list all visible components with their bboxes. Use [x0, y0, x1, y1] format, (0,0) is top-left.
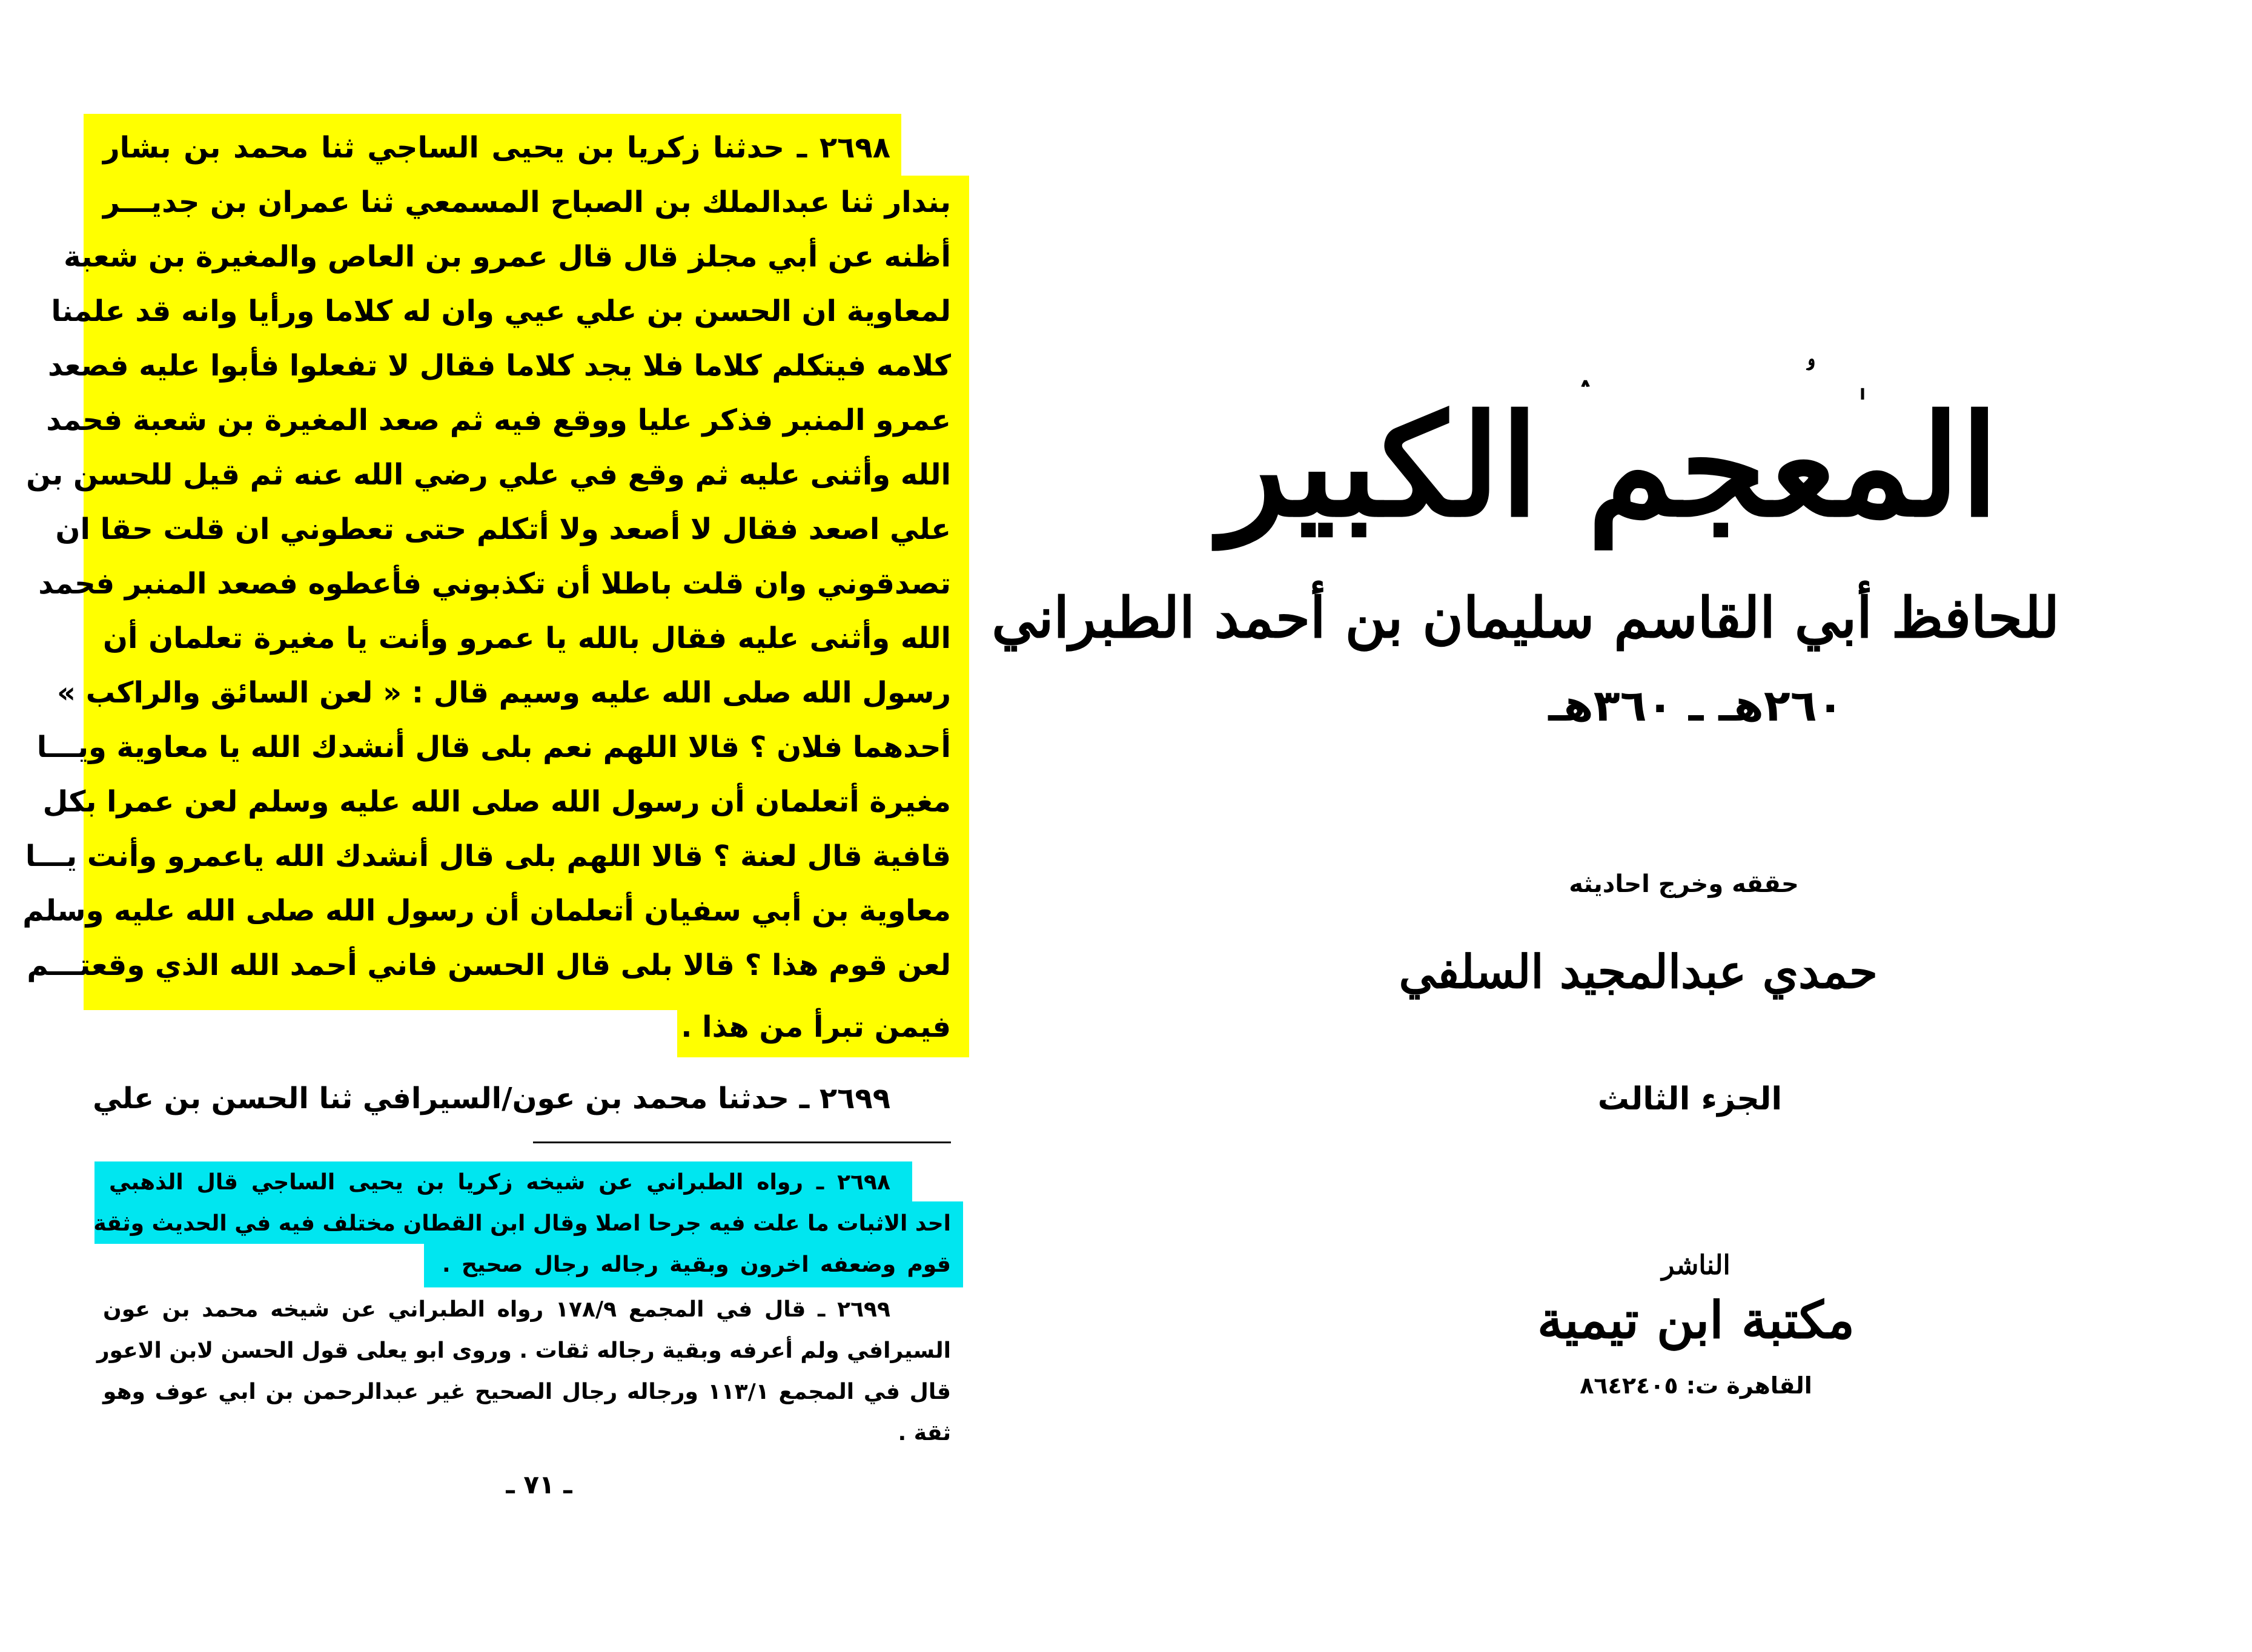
hadith-2698-line: بندار ثنا عبدالملك بن الصباح المسمعي ثنا عمران بن جديـــر — [103, 185, 951, 219]
footnote-2698-line: قوم وضعفه اخرون وبقية رجاله رجال صحيح . — [442, 1252, 951, 1277]
edited-by-label: حققه وخرج احاديثه — [1569, 870, 1799, 898]
hadith-2698-line: رسول الله صلى الله عليه وسيم قال : « لعن السائق والراكب » — [57, 676, 951, 710]
hadith-2698-line: أحدهما فلان ؟ قالا اللهم نعم بلى قال أنشدك الله يا معاوية ويـــا — [36, 730, 951, 764]
hadith-2698-line: ٢٦٩٨ ـ حدثنا زكريا بن يحيى الساجي ثنا محمد بن بشار — [103, 131, 890, 165]
hadith-2698-line: قافية قال لعنة ؟ قالا اللهم بلى قال أنشدك الله ياعمرو وأنت يـــا — [25, 839, 951, 873]
hadith-2698-line: الله وأثنى عليه فقال بالله يا عمرو وأنت يا مغيرة تعلمان أن — [103, 621, 951, 655]
title-ornament-1-icon: ۥ — [1805, 339, 1816, 389]
publisher-city: القاهرة ت: ٨٦٤٢٤٠٥ — [1580, 1372, 1812, 1399]
publisher-label: الناشر — [1661, 1250, 1730, 1281]
hadith-2698-line: لعن قوم هذا ؟ قالا بلى قال الحسن فاني أحمد الله الذي وقعتـــم — [27, 948, 951, 982]
hadith-2698-line: الله وأثنى عليه ثم وقع في علي رضي الله عنه ثم قيل للحسن بن — [26, 458, 951, 492]
hadith-2698-line: علي اصعد فقال لا أصعد ولا أتكلم حتى تعطوني ان قلت حقا ان — [55, 512, 951, 546]
hadith-2698-line: لمعاوية ان الحسن بن علي عيي وان له كلاما ورأيا وانه قد علمنا — [51, 294, 951, 328]
hadith-2698-line: مغيرة أتعلمان أن رسول الله صلى الله عليه وسلم لعن عمرا بكل — [42, 785, 951, 819]
footnote-2699-line: ٢٦٩٩ ـ قال في المجمع ١٧٨/٩ رواه الطبراني عن شيخه محمد بن عون — [103, 1297, 890, 1322]
footnote-2698-line: ٢٦٩٨ ـ رواه الطبراني عن شيخه زكريا بن يحيى الساجي قال الذهبي — [109, 1170, 890, 1195]
hadith-2699-line: ٢٦٩٩ ـ حدثنا محمد بن عون/السيرافي ثنا الحسن بن علي — [93, 1082, 890, 1115]
footnote-2699-line: السيرافي ولم أعرفه وبقية رجاله ثقات . وروى ابو يعلى قول الحسن لابن الاعور — [96, 1338, 951, 1363]
footnote-divider — [533, 1142, 951, 1143]
book-title: المعجم الكبير — [1219, 385, 1999, 548]
volume-label: الجزء الثالث — [1597, 1081, 1783, 1117]
author-dates: ٢٦٠هـ ـ ٣٦٠هـ — [1548, 680, 1844, 731]
footnote-2698-line: احد الاثبات ما علت فيه جرحا اصلا وقال ابن القطان مختلف فيه في الحديث وثقة — [93, 1211, 951, 1236]
hadith-2698-line: عمرو المنبر فذكر عليا ووقع فيه ثم صعد المغيرة بن شعبة فحمد — [46, 403, 951, 437]
editor-name: حمدي عبدالمجيد السلفي — [1399, 945, 1878, 999]
page-number: ـ ٧١ ـ — [506, 1470, 572, 1499]
hadith-2698-line: كلامه فيتكلم كلاما فلا يجد كلاما فقال لا تفعلوا فأبوا عليه فصعد — [47, 349, 951, 383]
hadith-2698-line: معاوية بن أبي سفيان أتعلمان أن رسول الله صلى الله عليه وسلم — [22, 894, 951, 928]
author-name: للحافظ أبي القاسم سليمان بن أحمد الطبراني — [992, 585, 2059, 650]
hadith-2698-line: فيمن تبرأ من هذا . — [681, 1010, 951, 1044]
hadith-2698-line: تصدقوني وان قلت باطلا أن تكذبوني فأعطوه فصعد المنبر فحمد — [38, 567, 951, 601]
hadith-2698-line: أظنه عن أبي مجلز قال قال عمرو بن العاص والمغيرة بن شعبة — [64, 240, 951, 274]
footnote-2699-line: ثقة . — [898, 1421, 951, 1446]
footnote-2699-line: قال في المجمع ١١٣/١ ورجاله رجال الصحيح غير عبدالرحمن بن ابي عوف وهو — [103, 1379, 951, 1404]
publisher-name: مكتبة ابن تيمية — [1537, 1290, 1855, 1350]
